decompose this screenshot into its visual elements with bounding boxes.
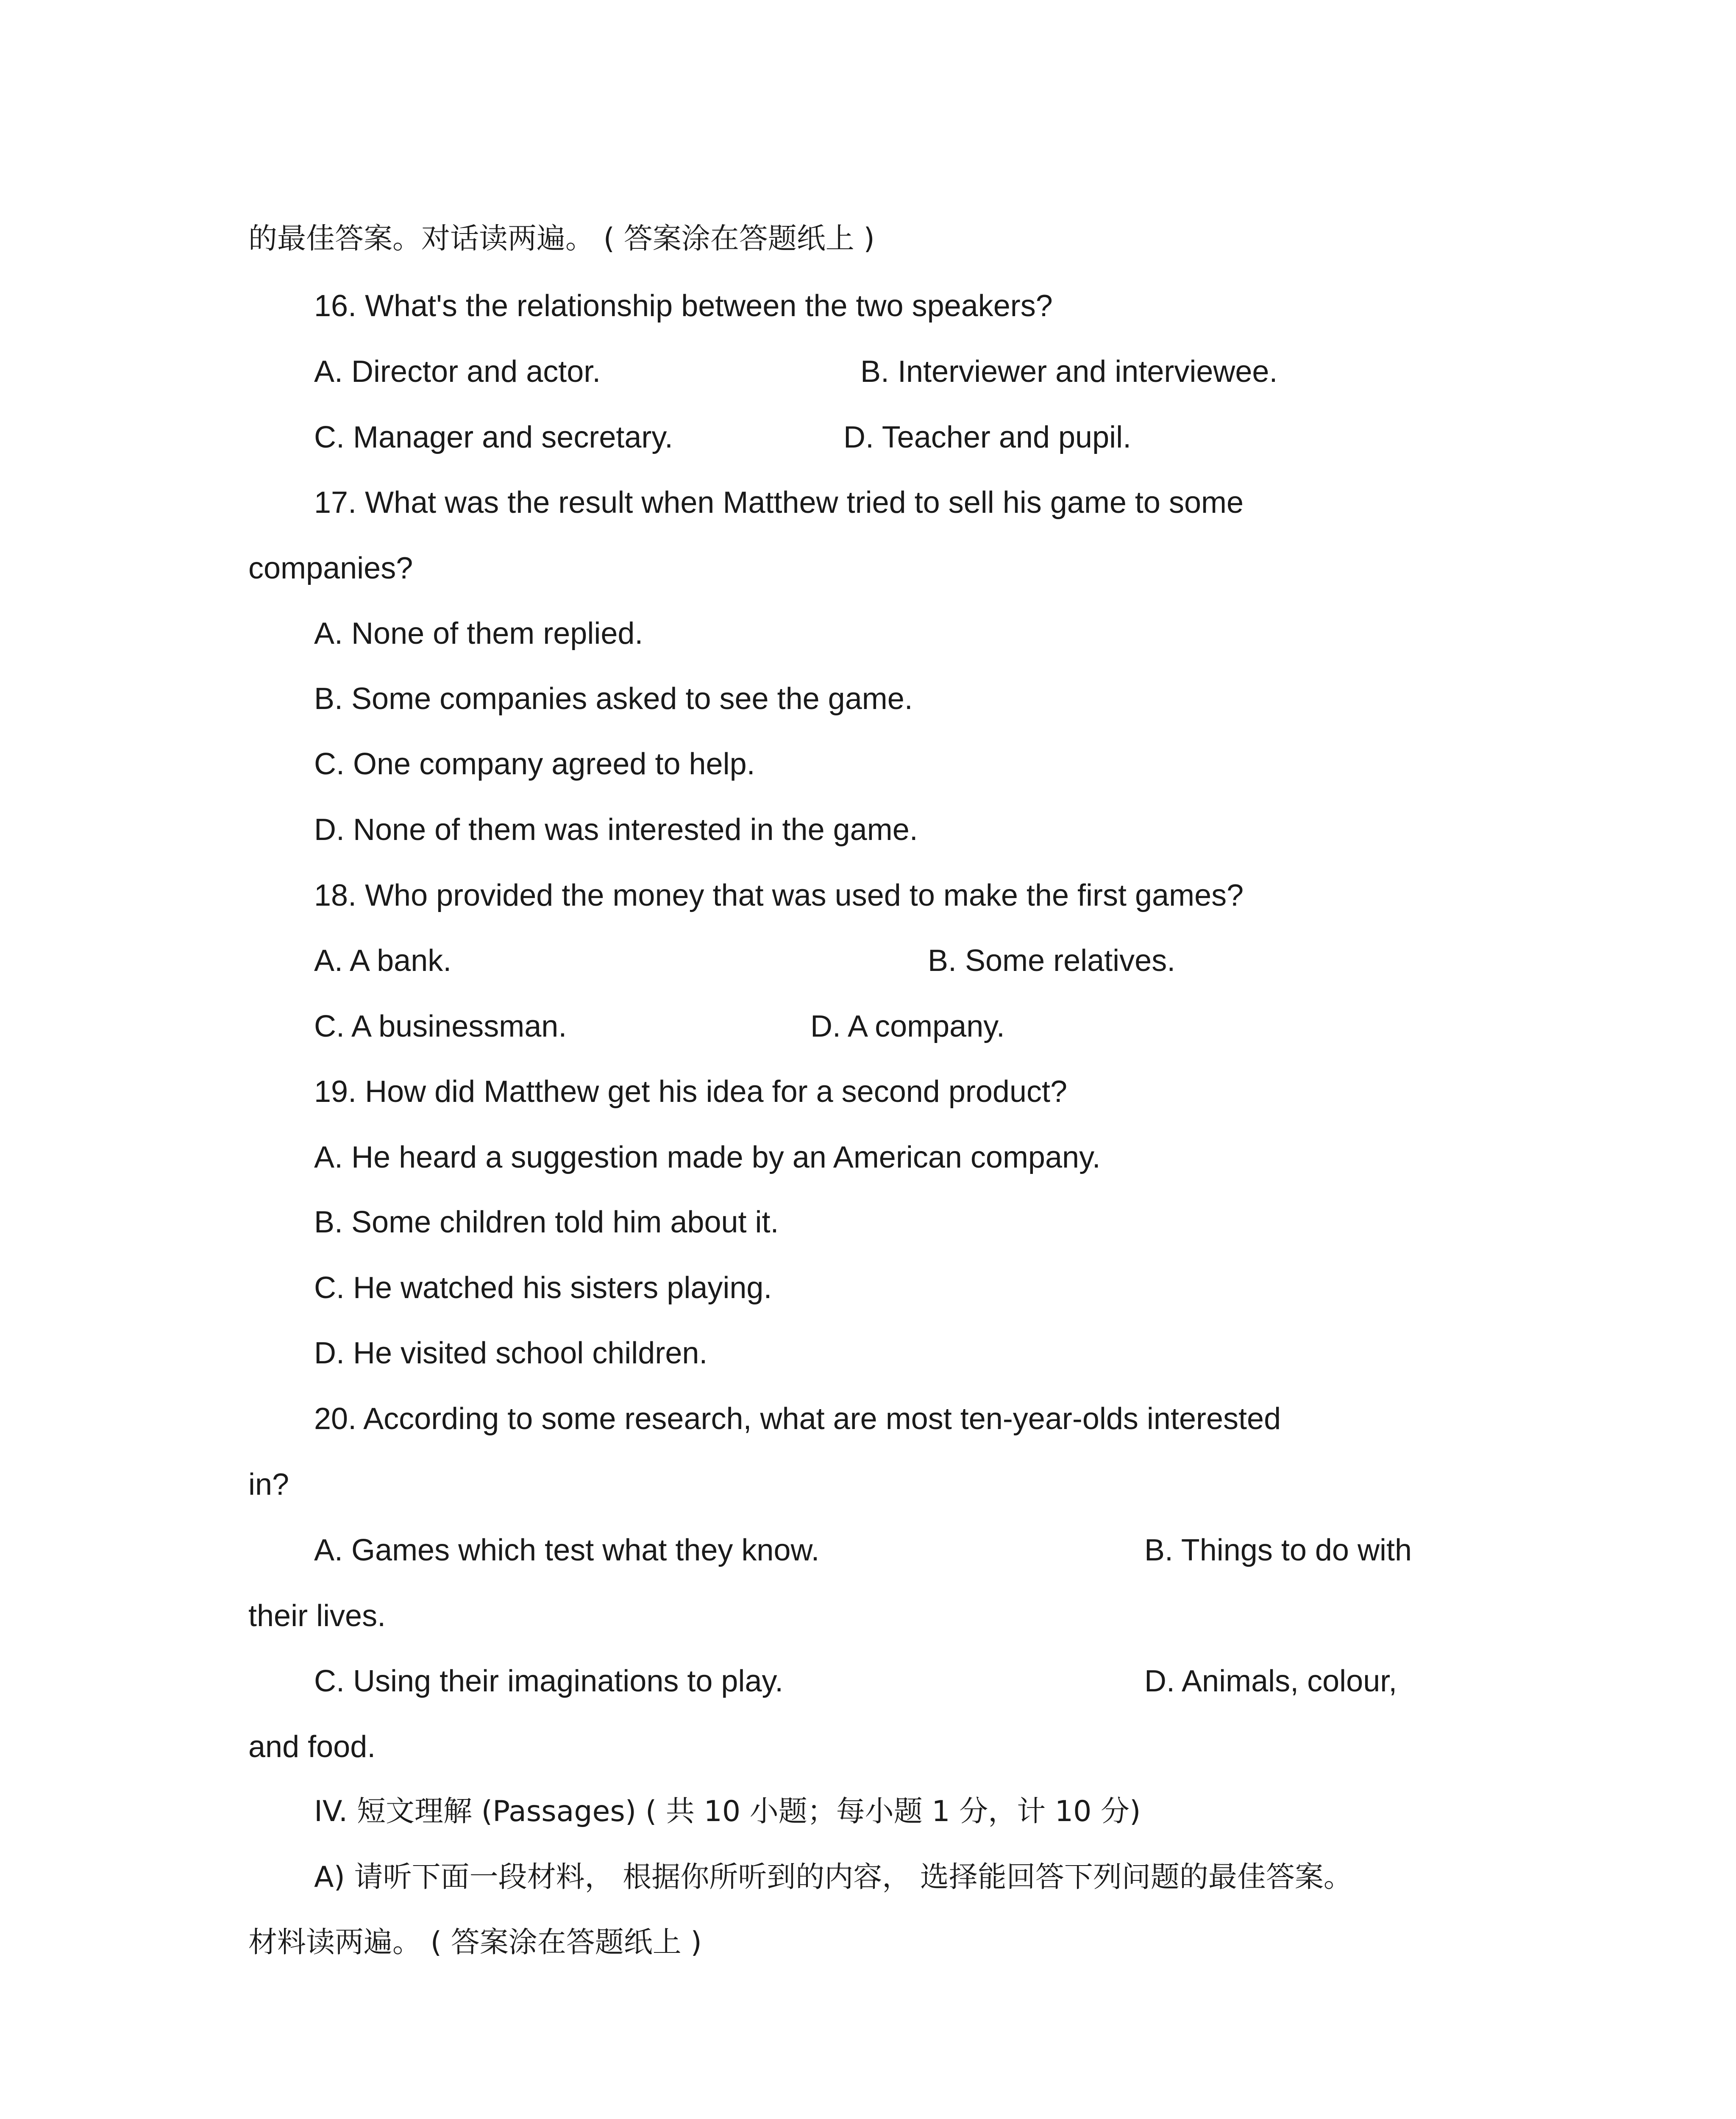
question-17-option-d: D. None of them was interested in the game.	[314, 813, 918, 847]
section-iv-heading: IV. 短文理解 (Passages) ( 共 10 小题；每小题 1 分，计 10 分)	[314, 1795, 1141, 1828]
question-18-option-b: B. Some relatives.	[928, 944, 1176, 978]
question-20-stem-line2: in?	[248, 1468, 289, 1502]
question-16-option-a: A. Director and actor.	[314, 355, 601, 389]
question-17-stem-line1: 17. What was the result when Matthew tried to sell his game to some	[314, 486, 1244, 520]
question-16-option-b: B. Interviewer and interviewee.	[860, 355, 1278, 389]
question-20-option-b-line2: their lives.	[248, 1599, 386, 1633]
question-20-option-a: A. Games which test what they know.	[314, 1533, 820, 1567]
question-16-option-d: D. Teacher and pupil.	[843, 420, 1132, 454]
question-16-stem: 16. What's the relationship between the two speakers?	[314, 289, 1053, 323]
question-18-option-a: A. A bank.	[314, 944, 452, 978]
question-20-option-d-line2: and food.	[248, 1730, 376, 1764]
question-19-option-d: D. He visited school children.	[314, 1336, 708, 1370]
question-18-option-d: D. A company.	[810, 1009, 1005, 1043]
question-17-option-c: C. One company agreed to help.	[314, 747, 755, 781]
question-17-option-a: A. None of them replied.	[314, 617, 643, 651]
question-17-stem-line2: companies?	[248, 551, 413, 585]
section-iv-instruction-line1: A) 请听下面一段材料， 根据你所听到的内容， 选择能回答下列问题的最佳答案。	[314, 1860, 1352, 1894]
question-19-option-b: B. Some children told him about it.	[314, 1205, 779, 1239]
header-instruction: 的最佳答案。对话读两遍。 ( 答案涂在答题纸上 )	[248, 222, 875, 256]
question-19-option-a: A. He heard a suggestion made by an American company.	[314, 1140, 1101, 1174]
question-20-option-c: C. Using their imaginations to play.	[314, 1664, 784, 1698]
question-19-stem: 19. How did Matthew get his idea for a second product?	[314, 1075, 1068, 1109]
question-18-option-c: C. A businessman.	[314, 1009, 567, 1043]
question-16-option-c: C. Manager and secretary.	[314, 420, 673, 454]
section-iv-instruction-line2: 材料读两遍。 ( 答案涂在答题纸上 )	[248, 1926, 702, 1959]
question-17-option-b: B. Some companies asked to see the game.	[314, 682, 913, 716]
question-20-stem-line1: 20. According to some research, what are most ten-year-olds interested	[314, 1402, 1281, 1436]
question-19-option-c: C. He watched his sisters playing.	[314, 1271, 772, 1305]
question-20-option-d-line1: D. Animals, colour,	[1144, 1664, 1397, 1698]
question-18-stem: 18. Who provided the money that was used to make the first games?	[314, 879, 1244, 912]
question-20-option-b-line1: B. Things to do with	[1144, 1533, 1412, 1567]
